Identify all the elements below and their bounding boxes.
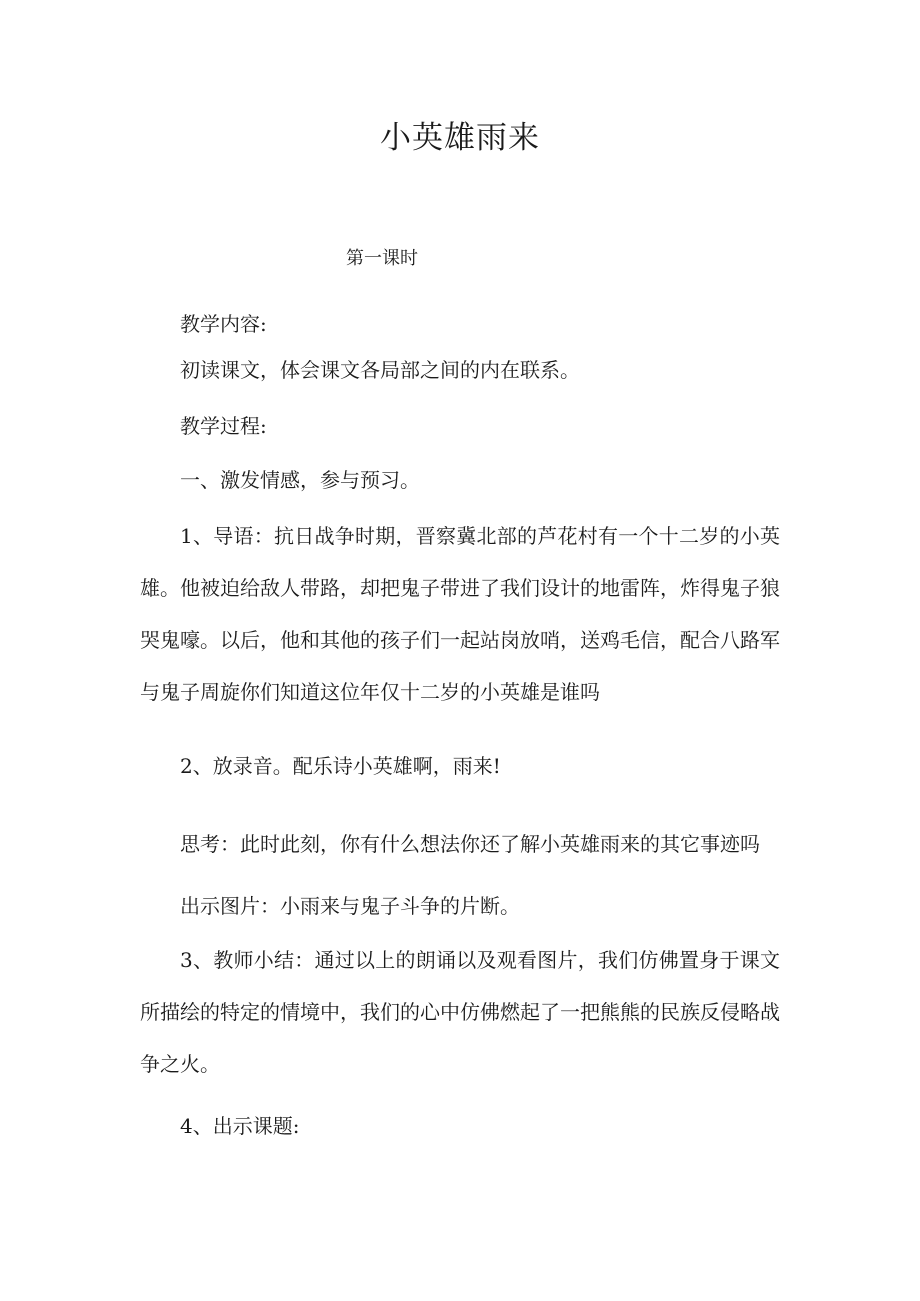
paragraph-teaching-process-label: 教学过程: xyxy=(180,414,267,438)
paragraph-teaching-content: 初读课文，体会课文各局部之间的内在联系。 xyxy=(180,358,580,382)
paragraph-section-one: 一、激发情感，参与预习。 xyxy=(180,468,420,492)
lesson-period-heading: 第一课时 xyxy=(346,248,418,269)
paragraph-show-title: 4、出示课题: xyxy=(180,1114,300,1138)
paragraph-think: 思考：此时此刻，你有什么想法你还了解小英雄雨来的其它事迹吗 xyxy=(180,832,760,856)
paragraph-teacher-summary: 3、教师小结：通过以上的朗诵以及观看图片，我们仿佛置身于课文所描绘的特定的情境中，我们的心中仿佛燃起了一把熊熊的民族反侵略战争之火。 xyxy=(140,948,780,1076)
paragraph-show-pictures: 出示图片：小雨来与鬼子斗争的片断。 xyxy=(180,894,520,918)
paragraph-teaching-content-label: 教学内容: xyxy=(180,312,267,336)
paragraph-intro-speech: 1、导语：抗日战争时期，晋察冀北部的芦花村有一个十二岁的小英雄。他被迫给敌人带路，却把鬼子带进了我们设计的地雷阵，炸得鬼子狼哭鬼嚎。以后，他和其他的孩子们一起站岗放哨，送鸡毛信，配合八路军与鬼子周旋你们知道这位年仅十二岁的小英雄是谁吗 xyxy=(140,524,780,704)
document-title: 小英雄雨来 xyxy=(380,120,540,156)
paragraph-play-recording: 2、放录音。配乐诗小英雄啊，雨来! xyxy=(180,754,501,778)
